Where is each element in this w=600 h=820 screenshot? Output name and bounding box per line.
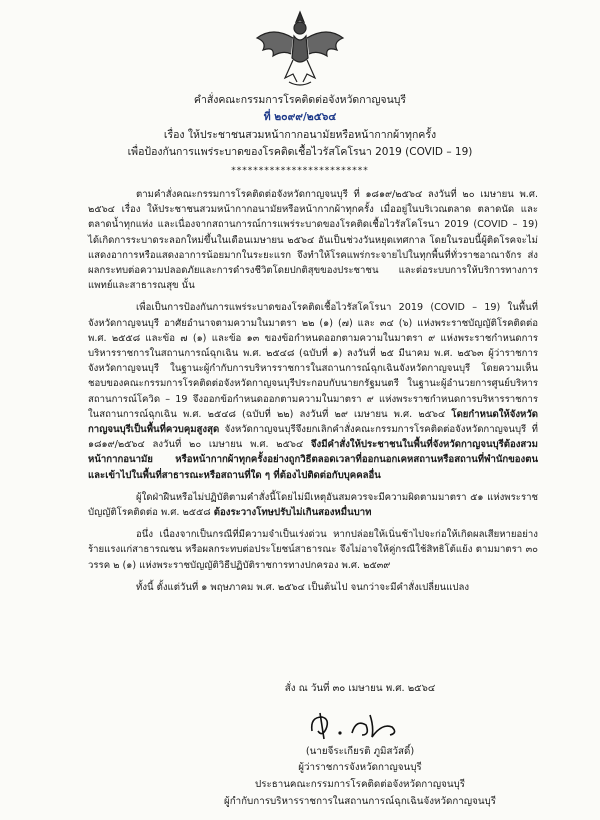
paragraph-background: ตามคำสั่งคณะกรรมการโรคติดต่อจังหวัดกาญจนบุรี ที่ ๑๘๑๙/๒๕๖๔ ลงวันที่ ๒๐ เมษายน พ.ศ. ๒๕๖๔ เรื่อง ให้ประชาชนสวมหน้ากากอนามัยหรือหน้ากากผ้าทุกครั้ง เมื่ออยู่ในบริเวณตลาด ตลาดนัด และตลาดน้ำทุกแห่ง และเนื่องจากสถานการณ์การแพร่ระบาดของโรคติดเชื้อไวรัสโคโรนา 2019 (COVID – 19) ได้เกิดการระบาดระลอกใหม่ขึ้นในเดือนเมษายน ๒๕๖๔ อันเป็นช่วงวันหยุดเทศกาล โดยในรอบนี้ผู้ติดโรคจะไม่แสดงอาการหรือแสดงอาการน้อยมากในระยะแรก จึงทำให้โรคแพร่กระจายไปในทุกพื้นที่ทั่วราชอาณาจักร ส่งผลกระทบต่อความปลอดภัยและการดำรงชีวิตโดยปกติสุขของประชาชน และต่อระบบการให้บริการทางการแพทย์และสาธารณสุข นั้น (88, 189, 538, 292)
garuda-emblem (253, 8, 347, 88)
order-subject-line1: เรื่อง ให้ประชาชนสวมหน้ากากอนามัยหรือหน้ากากผ้าทุกครั้ง (163, 129, 437, 141)
order-text-3: จังหวัดกาญจนบุรีจึงยกเลิกคำสั่งคณะกรรมการโรคติดต่อจังหวัดกาญจนบุรี ที่ ๑๘๑๙/๒๕๖๔ ลงวันที่ ๒๐ เมษายน พ.ศ. ๒๕๖๔ (88, 424, 538, 451)
signer-title-1: ผู้ว่าราชการจังหวัดกาญจนบุรี (298, 762, 422, 773)
paragraph-penalty (88, 490, 538, 520)
signer-name: (นายจีระเกียรติ ภูมิสวัสดิ์) (305, 746, 415, 757)
signer-title-2: ประธานคณะกรรมการโรคติดต่อจังหวัดกาญจนบุรี (254, 779, 466, 790)
signature-date: สั่ง ณ วันที่ ๓๐ เมษายน พ.ศ. ๒๕๖๔ (284, 683, 436, 694)
paragraph-effective-date: ทั้งนี้ ตั้งแต่วันที่ ๑ พฤษภาคม พ.ศ. ๒๕๖๔ เป็นต้นไป จนกว่าจะมีคำสั่งเปลี่ยนแปลง (136, 581, 470, 593)
signer-title-3: ผู้กำกับการบริหารราชการในสถานการณ์ฉุกเฉินจังหวัดกาญจนบุรี (223, 796, 497, 807)
paragraph-urgency: อนึ่ง เนื่องจากเป็นกรณีที่มีความจำเป็นเร่งด่วน หากปล่อยให้เนิ่นช้าไปจะก่อให้เกิดผลเสียหายอย่างร้ายแรงแก่สาธารณชน หรือผลกระทบต่อประโยชน์สาธารณะ จึงไม่อาจให้คู่กรณีใช้สิทธิโต้แย้ง ตามมาตรา ๓๐ วรรค ๒ (๑) แห่งพระราชบัญญัติวิธีปฏิบัติราชการทางปกครอง พ.ศ. ๒๕๓๙ (88, 529, 538, 571)
order-text-2: โดยกำหนดให้จังหวัดกาญจนบุรีเป็นพื้นที่ควบคุมสูงสุด (88, 408, 538, 436)
order-subject-line2: เพื่อป้องกันการแพร่ระบาดของโรคติดเชื้อไวรัสโคโรนา 2019 (COVID – 19) (127, 146, 473, 158)
order-text-4: จึงมีคำสั่งให้ประชาชนในพื้นที่จังหวัดกาญจนบุรีต้องสวมหน้ากากอนามัย หรือหน้ากากผ้าทุกครั้งอย่างถูกวิธีตลอดเวลาที่ออกนอกเคหสถานหรือสถานที่พำนักของตน และเข้าไปในพื้นที่สาธารณะหรือสถานที่ใด ๆ ที่ต้องไปติดต่อกับบุคคลอื่น (88, 439, 538, 481)
order-text-1: เพื่อเป็นการป้องกันการแพร่ระบาดของโรคติดเชื้อไวรัสโคโรนา 2019 (COVID – 19) ในพื้นที่จังหวัดกาญจนบุรี อาศัยอำนาจตามความในมาตรา ๒๒ (๑) (๗) และ ๓๔ (๖) แห่งพระราชบัญญัติโรคติดต่อ พ.ศ. ๒๕๕๘ และข้อ ๗ (๑) และข้อ ๑๓ ของข้อกำหนดออกตามความในมาตรา ๙ แห่งพระราชกำหนดการบริหารราชการในสถานการณ์ฉุกเฉิน พ.ศ. ๒๕๔๘ (ฉบับที่ ๑) ลงวันที่ ๒๕ มีนาคม พ.ศ. ๒๕๖๓ ผู้ว่าราชการจังหวัดกาญจนบุรี ในฐานะผู้กำกับการบริหารราชการในสถานการณ์ฉุกเฉินจังหวัดกาญจนบุรี โดยความเห็นชอบของคณะกรรมการโรคติดต่อจังหวัดกาญจนบุรีประกอบกับนายกรัฐมนตรี ในฐานะผู้อำนวยการศูนย์บริหารสถานการณ์โควิด – 19 จึงออกข้อกำหนดออกตามความในมาตรา ๙ แห่งพระราชกำหนดการบริหารราชการในสถานการณ์ฉุกเฉิน พ.ศ. ๒๕๔๘ (ฉบับที่ ๒๒) ลงวันที่ ๒๙ เมษายน พ.ศ. ๒๕๖๔ (88, 302, 538, 420)
separator: ************************* (231, 166, 369, 176)
penalty-text-2: ต้องระวางโทษปรับไม่เกินสองหมื่นบาท (213, 507, 372, 519)
order-number: ที่ ๒๐๙๙/๒๕๖๔ (263, 111, 337, 123)
order-body (88, 187, 538, 602)
order-issuer: คำสั่งคณะกรรมการโรคติดต่อจังหวัดกาญจนบุรี (193, 94, 407, 106)
paragraph-order (88, 300, 538, 482)
handwritten-signature (300, 705, 420, 745)
penalty-text-1: ผู้ใดฝ่าฝืนหรือไม่ปฏิบัติตามคำสั่งนี้โดยไม่มีเหตุอันสมควรจะมีความผิดตามมาตรา ๕๑ แห่งพระราชบัญญัติโรคติดต่อ พ.ศ. ๒๕๕๘ (88, 491, 538, 519)
